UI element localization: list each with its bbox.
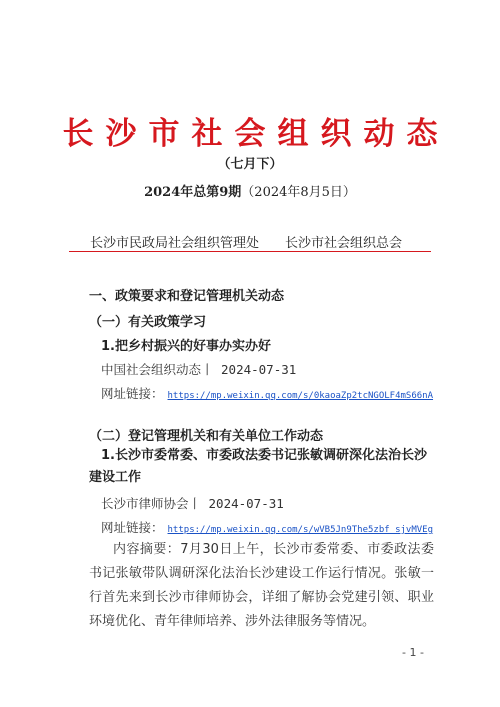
bulletin-issue — [0, 181, 500, 200]
article-title-1: 1.把乡村振兴的好事办实办好 — [101, 339, 271, 354]
link-label: 网址链接： — [101, 386, 164, 401]
bulletin-title: 长沙市社会组织动态 — [62, 116, 450, 152]
publisher-left: 长沙市民政局社会组织管理处 — [90, 236, 260, 251]
publisher-line — [90, 232, 402, 251]
article-source-2: 长沙市律师协会丨 2024-07-31 — [101, 496, 284, 511]
issue-date: （2024年8月5日） — [241, 185, 356, 200]
article-source-1: 中国社会组织动态丨 2024-07-31 — [101, 362, 297, 377]
article-link-row-2 — [101, 518, 433, 536]
page-number: - 1 - — [402, 646, 424, 659]
link-label: 网址链接： — [101, 520, 164, 535]
article-link-1[interactable]: https://mp.weixin.qq.com/s/0kaoaZp2tcNGOLF4mS66nA — [167, 391, 434, 401]
subsection-heading-policy: （一）有关政策学习 — [89, 315, 207, 330]
article-link-2[interactable]: https://mp.weixin.qq.com/s/wVB5Jn9The5zbf_sjvMVEg — [167, 525, 434, 535]
subsection-heading-agencies: （二）登记管理机关和有关单位工作动态 — [89, 429, 324, 444]
issue-number: 2024年总第9期 — [144, 185, 242, 200]
article-link-row-1 — [101, 384, 433, 402]
article-summary-2: 内容摘要：7月30日上午，长沙市委常委、市委政法委书记张敏带队调研深化法治长沙建设工作运行情况。张敏一行首先来到长沙市律师协会，详细了解协会党建引领、职业环境优化、青年律师培养、涉外法律服务等情况。 — [89, 542, 434, 629]
header-divider — [69, 251, 431, 252]
publisher-right: 长沙市社会组织总会 — [285, 236, 403, 251]
section-heading: 一、政策要求和登记管理机关动态 — [89, 289, 285, 304]
bulletin-period: （七月下） — [217, 157, 283, 172]
article-title-2: 1.长沙市委常委、市委政法委书记张敏调研深化法治长沙建设工作 — [89, 448, 427, 485]
